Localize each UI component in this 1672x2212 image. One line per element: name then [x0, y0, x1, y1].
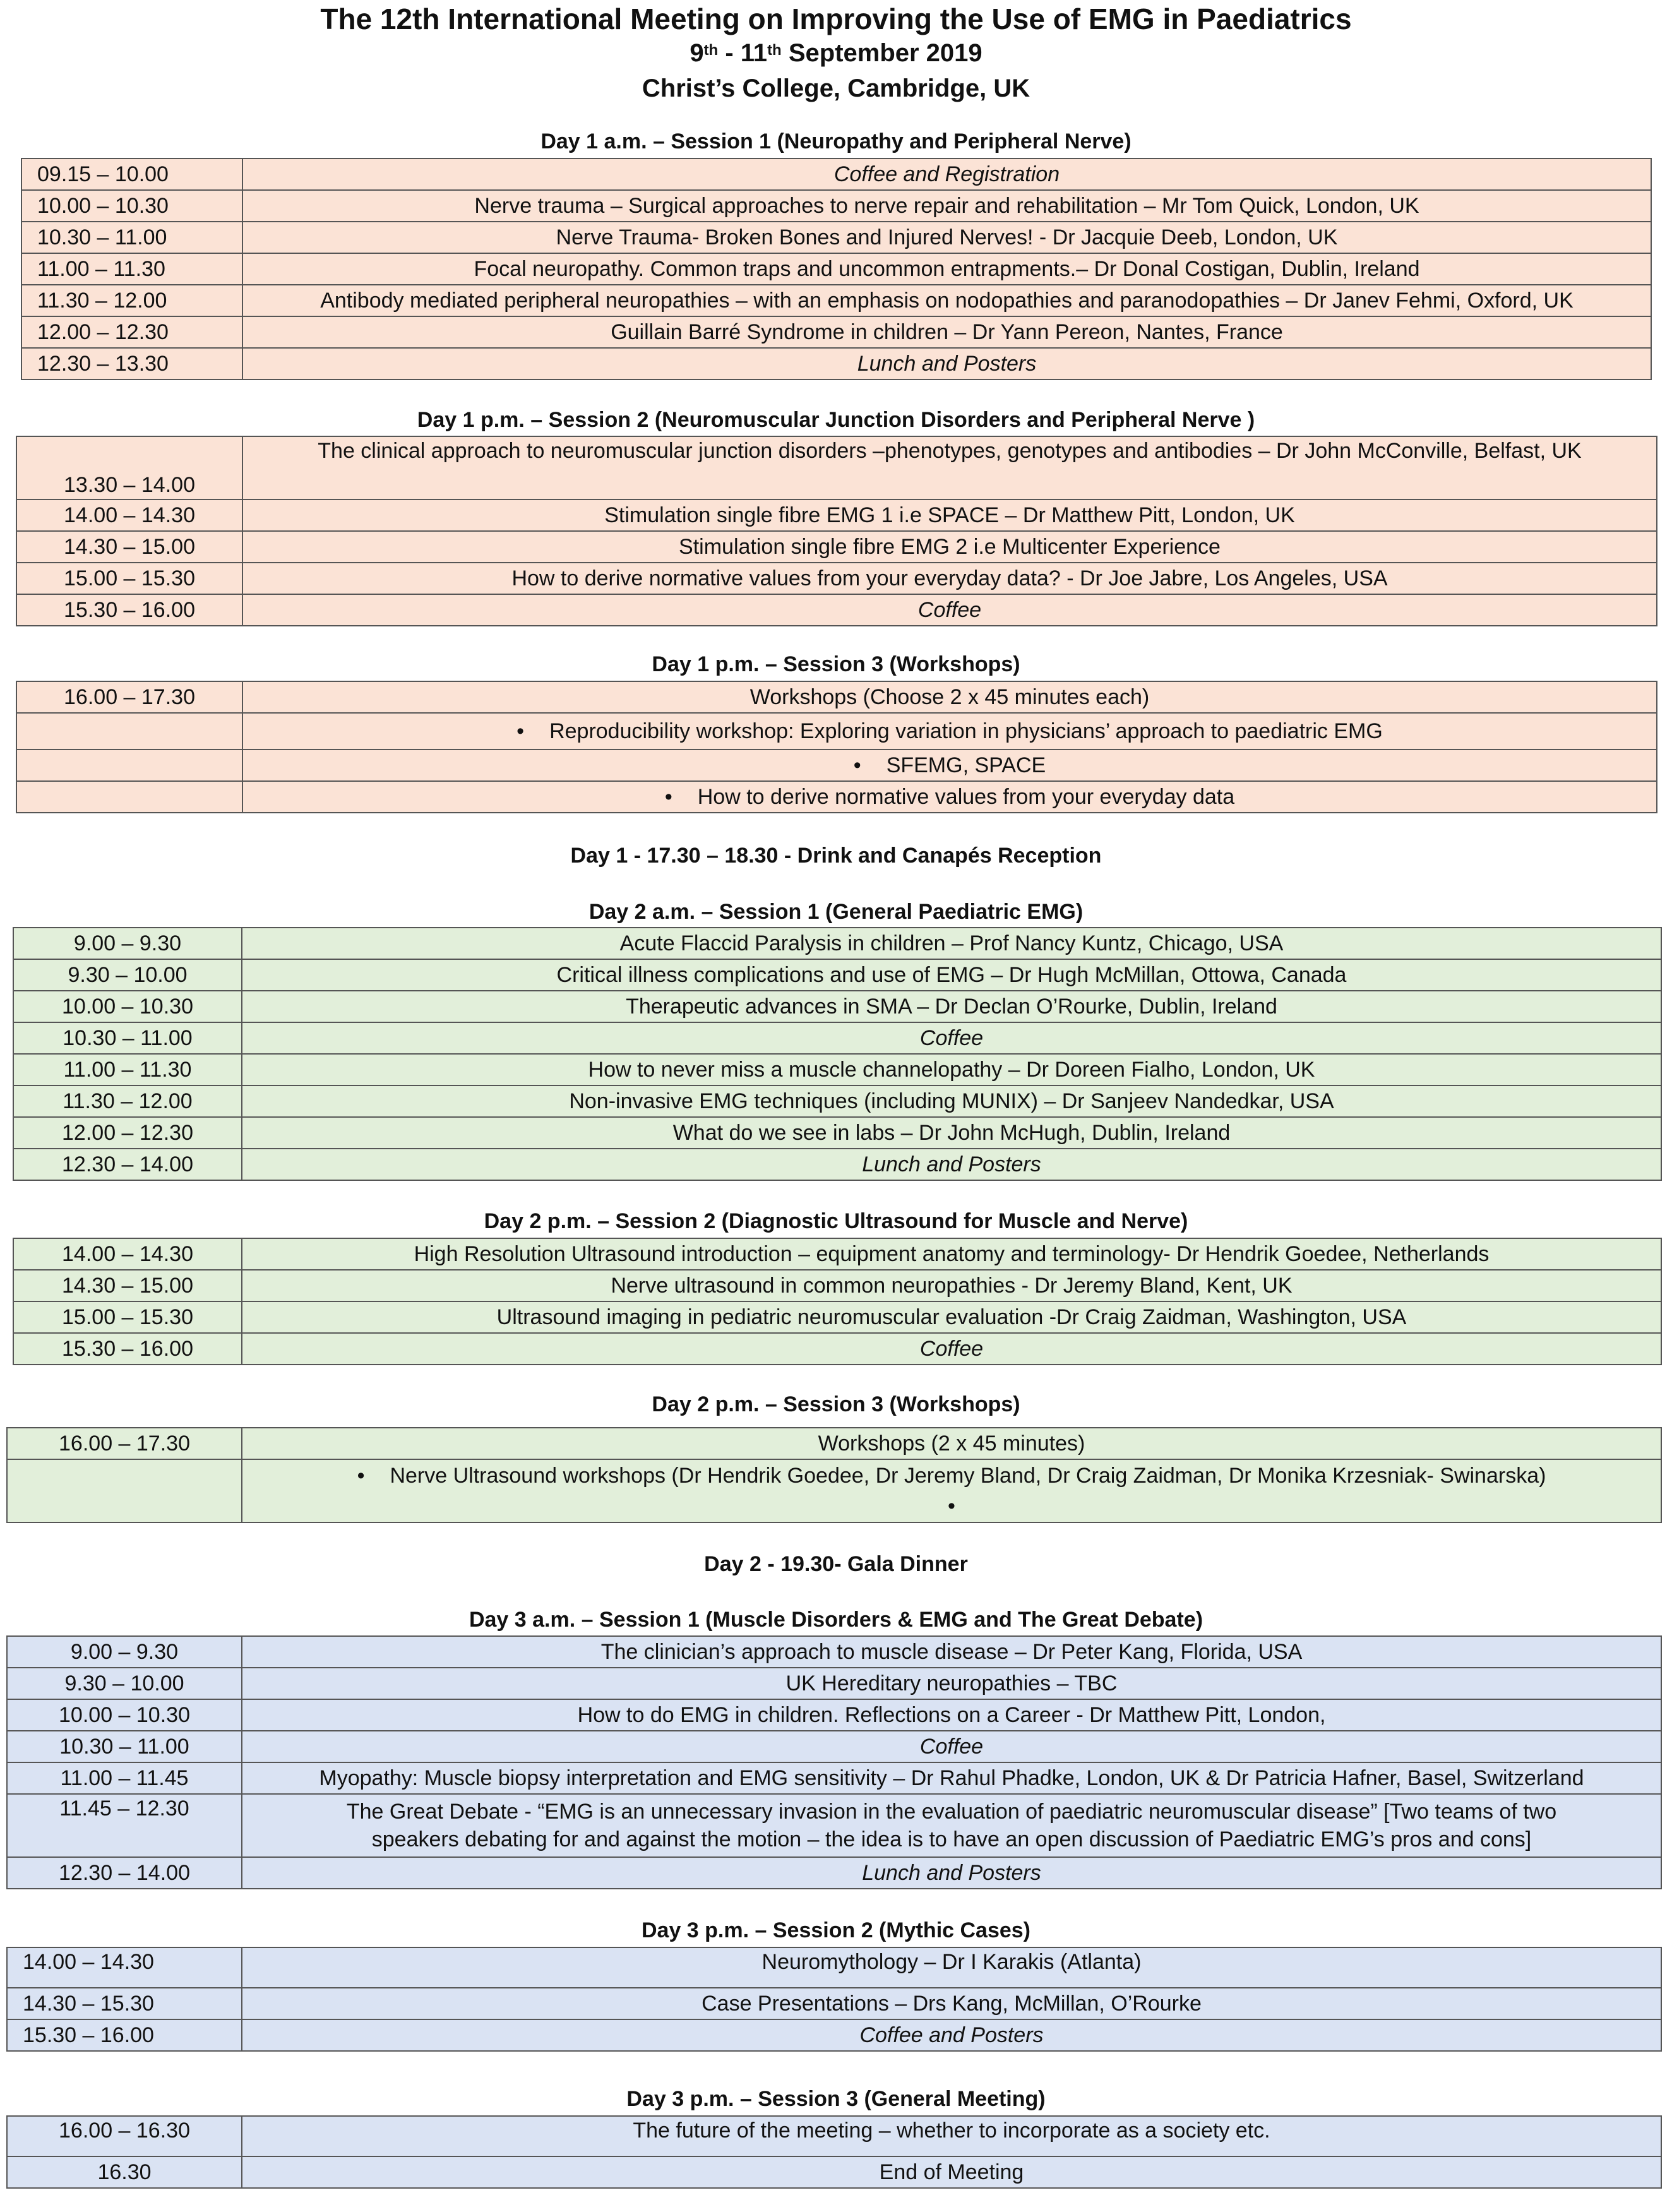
reception-heading: Day 1 - 17.30 – 18.30 - Drink and Canapés Reception	[570, 844, 1102, 868]
schedule-table-day1-session2	[16, 436, 1657, 626]
table-row: 13.30 – 14.00 The clinical approach to neuromuscular junction disorders –phenotypes, genotypes and antibodies – Dr John McConville, Belfast, UK	[16, 436, 1657, 499]
schedule-table-day2-session1	[13, 927, 1662, 1181]
schedule-table-day1-session1	[21, 158, 1652, 380]
table-row: 11.30 – 12.00 Antibody mediated peripheral neuropathies – with an emphasis on nodopathies and paranodopathies – Dr Janev Fehmi, Oxford, UK	[21, 285, 1651, 316]
table-row	[16, 781, 1657, 813]
bullet-item: • Reproducibility workshop: Exploring variation in physicians’ approach to paediatric EMG	[517, 719, 1383, 743]
table-row: 10.30 – 11.00 Nerve Trauma- Broken Bones and Injured Nerves! - Dr Jacquie Deeb, London, UK	[21, 222, 1651, 253]
table-row: 11.00 – 11.30 Focal neuropathy. Common traps and uncommon entrapments.– Dr Donal Costigan, Dublin, Ireland	[21, 253, 1651, 285]
table-row: 14.00 – 14.30 Neuromythology – Dr I Karakis (Atlanta)	[7, 1947, 1661, 1988]
table-row	[7, 1459, 1661, 1522]
table-row: 10.00 – 10.30 How to do EMG in children. Reflections on a Career - Dr Matthew Pitt, London,	[7, 1699, 1661, 1731]
table-row	[16, 750, 1657, 781]
table-row: 14.30 – 15.00 Nerve ultrasound in common neuropathies - Dr Jeremy Bland, Kent, UK	[13, 1270, 1661, 1301]
session-heading: Day 2 a.m. – Session 1 (General Paediatric EMG)	[588, 900, 1084, 924]
meeting-venue: Christ’s College, Cambridge, UK	[642, 75, 1030, 102]
schedule-table-day3-session3	[6, 2115, 1662, 2189]
table-row: 09.15 – 10.00 Coffee and Registration	[21, 158, 1651, 190]
table-row: 12.30 – 13.30 Lunch and Posters	[21, 348, 1651, 380]
table-row: 16.00 – 17.30 Workshops (Choose 2 x 45 minutes each)	[16, 681, 1657, 713]
schedule-table-day3-session1	[6, 1635, 1662, 1889]
table-row: 15.30 – 16.00 Coffee	[16, 594, 1657, 626]
session-heading: Day 3 a.m. – Session 1 (Muscle Disorders & EMG and The Great Debate)	[469, 1608, 1203, 1632]
table-row: 15.30 – 16.00 Coffee and Posters	[7, 2019, 1661, 2051]
schedule-table-day1-session3	[16, 681, 1657, 813]
table-row: 14.00 – 14.30 Stimulation single fibre EMG 1 i.e SPACE – Dr Matthew Pitt, London, UK	[16, 499, 1657, 531]
table-row: 10.30 – 11.00 Coffee	[7, 1731, 1661, 1762]
bullet-item: • SFEMG, SPACE	[854, 753, 1046, 777]
table-row	[16, 713, 1657, 750]
session-heading: Day 1 p.m. – Session 2 (Neuromuscular Junction Disorders and Peripheral Nerve )	[417, 408, 1255, 432]
table-row: 14.30 – 15.30 Case Presentations – Drs Kang, McMillan, O’Rourke	[7, 1988, 1661, 2019]
table-row: 16.00 – 17.30 Workshops (2 x 45 minutes)	[7, 1428, 1661, 1459]
table-row: 10.00 – 10.30 Nerve trauma – Surgical approaches to nerve repair and rehabilitation – Mr Tom Quick, London, UK	[21, 190, 1651, 222]
bullet-item: • Nerve Ultrasound workshops (Dr Hendrik Goedee, Dr Jeremy Bland, Dr Craig Zaidman, Dr Monika Krzesniak- Swinarska)	[357, 1464, 1546, 1488]
session-heading: Day 3 p.m. – Session 2 (Mythic Cases)	[641, 1918, 1031, 1942]
session-heading: Day 2 p.m. – Session 3 (Workshops)	[652, 1392, 1020, 1416]
meeting-dates: 9th - 11th September 2019	[690, 39, 982, 67]
session-heading: Day 1 p.m. – Session 3 (Workshops)	[652, 652, 1020, 676]
session-heading: Day 2 p.m. – Session 2 (Diagnostic Ultrasound for Muscle and Nerve)	[484, 1209, 1188, 1233]
empty-bullet: •	[948, 1494, 955, 1518]
session-heading: Day 1 a.m. – Session 1 (Neuropathy and Peripheral Nerve)	[540, 129, 1132, 153]
bullet-item: • How to derive normative values from your everyday data	[665, 785, 1234, 809]
table-row: 9.00 – 9.30 Acute Flaccid Paralysis in children – Prof Nancy Kuntz, Chicago, USA	[13, 928, 1661, 959]
table-row: 12.30 – 14.00 Lunch and Posters	[7, 1857, 1661, 1889]
table-row: 12.00 – 12.30 What do we see in labs – Dr John McHugh, Dublin, Ireland	[13, 1117, 1661, 1149]
table-row: 11.00 – 11.45 Myopathy: Muscle biopsy interpretation and EMG sensitivity – Dr Rahul Phadke, London, UK & Dr Patricia Hafner, Basel, Switzerland	[7, 1762, 1661, 1794]
table-row: 14.00 – 14.30 High Resolution Ultrasound introduction – equipment anatomy and terminology- Dr Hendrik Goedee, Netherlands	[13, 1238, 1661, 1270]
table-row: 15.30 – 16.00 Coffee	[13, 1333, 1661, 1365]
table-row: 15.00 – 15.30 Ultrasound imaging in pediatric neuromuscular evaluation -Dr Craig Zaidman, Washington, USA	[13, 1301, 1661, 1333]
table-row: 15.00 – 15.30 How to derive normative values from your everyday data? - Dr Joe Jabre, Los Angeles, USA	[16, 563, 1657, 594]
dinner-heading: Day 2 - 19.30- Gala Dinner	[704, 1552, 968, 1576]
session-heading: Day 3 p.m. – Session 3 (General Meeting)	[626, 2087, 1046, 2111]
schedule-table-day2-session3	[6, 1427, 1662, 1523]
table-row: 16.30 End of Meeting	[7, 2156, 1661, 2188]
table-row: 12.30 – 14.00 Lunch and Posters	[13, 1149, 1661, 1180]
table-row: 10.00 – 10.30 Therapeutic advances in SMA – Dr Declan O’Rourke, Dublin, Ireland	[13, 991, 1661, 1022]
table-row: 9.30 – 10.00 Critical illness complications and use of EMG – Dr Hugh McMillan, Ottowa, Canada	[13, 959, 1661, 991]
schedule-table-day2-session2	[13, 1238, 1662, 1365]
table-row: 10.30 – 11.00 Coffee	[13, 1022, 1661, 1054]
table-row: 9.30 – 10.00 UK Hereditary neuropathies – TBC	[7, 1668, 1661, 1699]
table-row: 11.00 – 11.30 How to never miss a muscle channelopathy – Dr Doreen Fialho, London, UK	[13, 1054, 1661, 1085]
document-title: The 12th International Meeting on Improving the Use of EMG in Paediatrics	[320, 3, 1352, 35]
table-row: 11.45 – 12.30 The Great Debate - “EMG is an unnecessary invasion in the evaluation of paediatric neuromuscular disease” [Two teams of two speakers debating for and against the motion – the idea is to have an open discussion of Paediatric EMG’s pros and cons]	[7, 1794, 1661, 1857]
table-row: 14.30 – 15.00 Stimulation single fibre EMG 2 i.e Multicenter Experience	[16, 531, 1657, 563]
schedule-table-day3-session2	[6, 1947, 1662, 2052]
table-row: 9.00 – 9.30 The clinician’s approach to muscle disease – Dr Peter Kang, Florida, USA	[7, 1636, 1661, 1668]
table-row: 11.30 – 12.00 Non-invasive EMG techniques (including MUNIX) – Dr Sanjeev Nandedkar, USA	[13, 1085, 1661, 1117]
table-row: 16.00 – 16.30 The future of the meeting – whether to incorporate as a society etc.	[7, 2116, 1661, 2156]
table-row: 12.00 – 12.30 Guillain Barré Syndrome in children – Dr Yann Pereon, Nantes, France	[21, 316, 1651, 348]
